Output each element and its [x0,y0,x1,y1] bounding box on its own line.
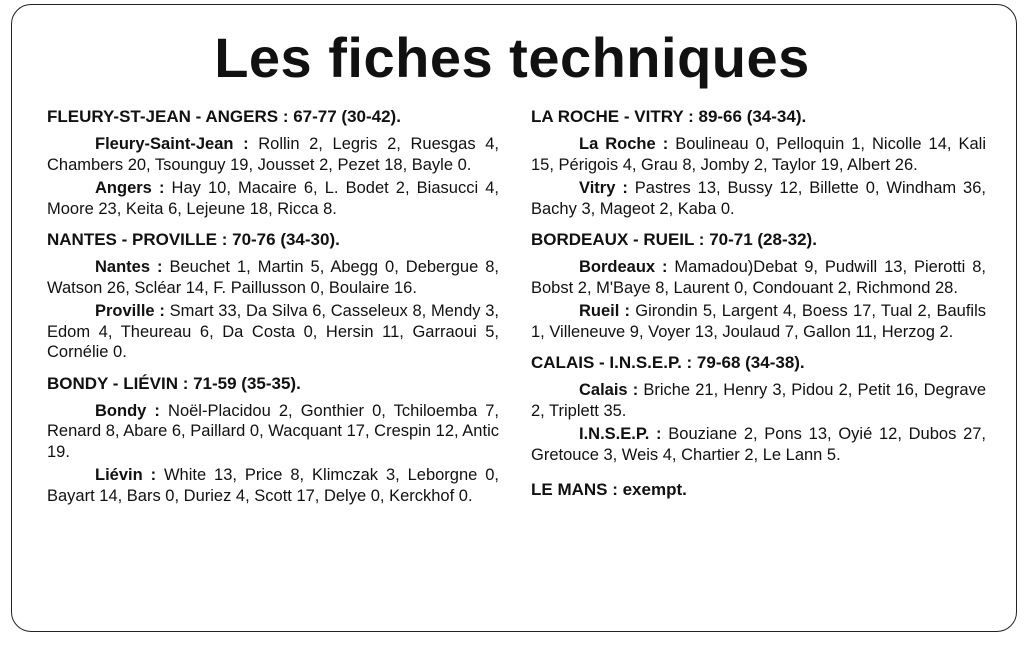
team-name: Calais : [579,381,639,399]
team-name: Vitry : [579,179,628,197]
team-players: Girondin 5, Largent 4, Boess 17, Tual 2, Baufils 1, Villeneuve 9, Voyer 13, Joulaud 7, Gallon 11, Herzog 2. [531,302,986,341]
match-block [531,352,986,465]
team-name: Angers : [95,179,165,197]
team-players: White 13, Price 8, Klimczak 3, Leborgne 0, Bayart 14, Bars 0, Duriez 4, Scott 17, Delye 0, Kerckhof 0. [47,466,499,505]
team-lineup [47,301,499,363]
match-header: FLEURY-ST-JEAN - ANGERS : 67-77 (30-42). [47,107,401,126]
team-name: Bordeaux : [579,258,668,276]
exempt-notice: LE MANS : exempt. [531,480,687,499]
team-lineup [531,134,986,175]
team-lineup [531,301,986,342]
team-lineup [47,178,499,219]
match-block [47,106,499,219]
team-players: Pastres 13, Bussy 12, Billette 0, Windham 36, Bachy 3, Mageot 2, Kaba 0. [531,179,986,218]
team-players: Bouziane 2, Pons 13, Oyié 12, Dubos 27, Gretouce 3, Weis 4, Chartier 2, Le Lann 5. [531,425,987,464]
match-block [531,229,986,342]
team-players: Rollin 2, Legris 2, Ruesgas 4, Chambers 20, Tsounguy 19, Jousset 2, Pezet 18, Bayle 0. [47,135,499,174]
team-players: Noël-Placidou 2, Gonthier 0, Tchiloemba 7, Renard 8, Abare 6, Paillard 0, Wacquant 17, Crespin 12, Antic 19. [47,401,499,461]
right-column [531,106,986,501]
team-lineup [47,257,499,298]
match-header: BORDEAUX - RUEIL : 70-71 (28-32). [531,230,817,249]
team-name: I.N.S.E.P. : [579,425,662,443]
team-players: Smart 33, Da Silva 6, Casseleux 8, Mendy 3, Edom 4, Theureau 6, Da Costa 0, Hersin 11, Garraoui 5, Cornélie 0. [47,302,499,361]
team-name: Liévin : [95,466,157,484]
match-header: NANTES - PROVILLE : 70-76 (34-30). [47,230,340,249]
team-players: Beuchet 1, Martin 5, Abegg 0, Debergue 8, Watson 26, Scléar 14, F. Paillusson 0, Boulaire 16. [47,258,499,297]
match-block [47,229,499,363]
team-name: Bondy : [95,401,160,420]
team-lineup [531,424,986,465]
team-lineup [531,257,986,298]
team-name: La Roche : [579,135,669,153]
match-header: BONDY - LIÉVIN : 71-59 (35-35). [47,373,301,393]
team-name: Rueil : [579,302,631,320]
team-players: Mamadou)Debat 9, Pudwill 13, Pierotti 8, Bobst 2, M'Baye 8, Laurent 0, Condouant 2, Richmond 28. [531,258,986,297]
left-column [47,106,499,516]
team-lineup [531,380,986,421]
match-header: CALAIS - I.N.S.E.P. : 79-68 (34-38). [531,353,805,372]
team-lineup [47,134,499,175]
team-players: Hay 10, Macaire 6, L. Bodet 2, Biasucci 4, Moore 23, Keita 6, Lejeune 18, Ricca 8. [47,179,499,218]
team-players: Boulineau 0, Pelloquin 1, Nicolle 14, Kali 15, Périgois 4, Grau 8, Jomby 2, Taylor 19, Albert 26. [531,135,986,174]
team-name: Nantes : [95,258,163,276]
team-name: Proville : [95,302,165,320]
team-players: Briche 21, Henry 3, Pidou 2, Petit 16, Degrave 2, Triplett 35. [531,381,986,420]
match-block [47,373,499,507]
team-lineup [47,465,499,506]
match-header: LA ROCHE - VITRY : 89-66 (34-34). [531,107,807,126]
page-title: Les fiches techniques [214,26,810,89]
team-lineup [531,178,986,219]
team-name: Fleury-Saint-Jean : [95,135,249,153]
match-block [531,106,986,219]
team-lineup [47,401,499,463]
